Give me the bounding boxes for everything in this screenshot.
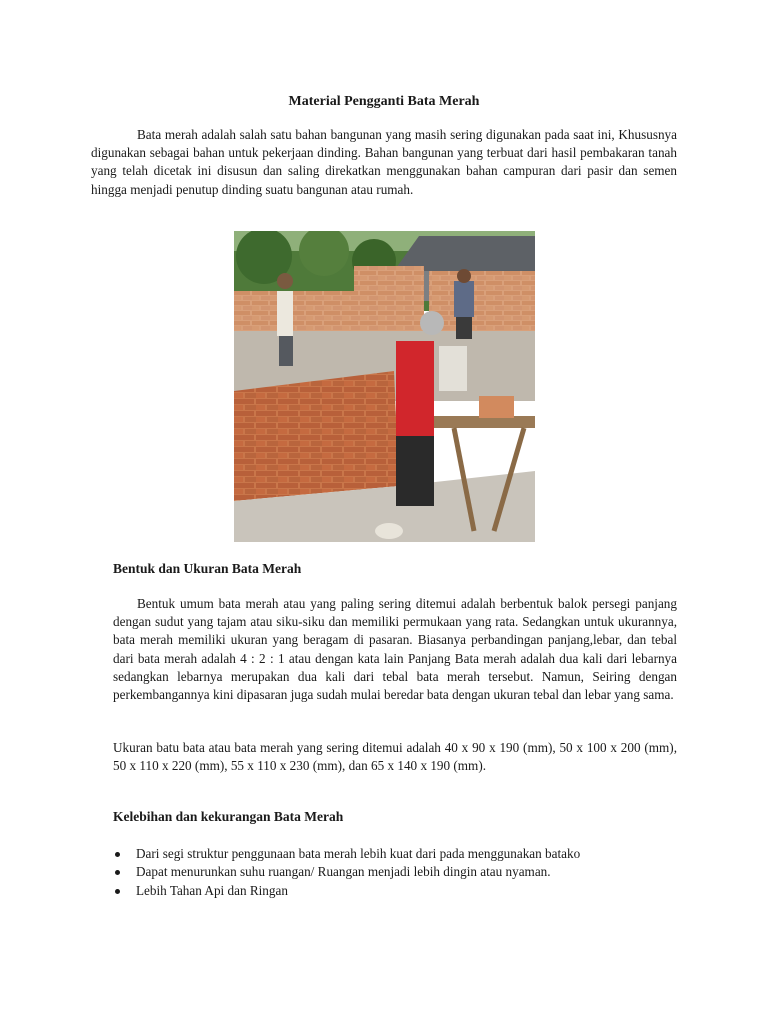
document-title: Material Pengganti Bata Merah: [288, 94, 480, 109]
section-heading-shape-size: Bentuk dan Ukuran Bata Merah: [113, 561, 302, 576]
construction-photo: [234, 231, 535, 542]
photo-bricklayers-icon: [234, 231, 535, 542]
pros-cons-list: [113, 845, 673, 900]
sizes-paragraph: Ukuran batu bata atau bata merah yang sering ditemui adalah 40 x 90 x 190 (mm), 50 x 100 x 200 (mm), 50 x 110 x 220 (mm), 55 x 110 x 230 (mm), dan 65 x 140 x 190 (mm).: [113, 740, 677, 774]
bullet-icon: [115, 889, 120, 894]
list-item: Dapat menurunkan suhu ruangan/ Ruangan menjadi lebih dingin atau nyaman.: [113, 863, 673, 881]
list-item: Dari segi struktur penggunaan bata merah lebih kuat dari pada menggunakan batako: [113, 845, 673, 863]
intro-paragraph: [91, 126, 677, 199]
section-heading-pros-cons: Kelebihan dan kekurangan Bata Merah: [113, 809, 344, 824]
intro-text: Bata merah adalah salah satu bahan bangunan yang masih sering digunakan pada saat ini, Khususnya digunakan sebagai bahan untuk pekerjaan dinding. Bahan bangunan yang terbuat dari hasil pembakaran tanah yang telah dicetak ini disusun dan saling direkatkan menggunakan bahan campuran dari pasir dan semen hingga menjadi penutup dinding suatu bangunan atau rumah.: [91, 127, 677, 197]
shape-size-text: Bentuk umum bata merah atau yang paling sering ditemui adalah berbentuk balok persegi panjang dengan sudut yang tajam atau siku-siku dan memiliki permukaan yang rata. Sedangkan untuk ukurannya, bata merah memiliki ukuran yang beragam di pasaran. Biasanya perbandingan panjang,lebar, dan tebal dari bata merah adalah 4 : 2 : 1 atau dengan kata lain Panjang Bata merah adalah dua kali dari lebarnya sedangkan lebarnya merupakan dua kali dari tebal bata merah tersebut. Namun, Seiring dengan perkembangannya kini dipasaran juga sudah mulai beredar bata dengan ukuran tebal dan lebar yang sama.: [113, 596, 677, 703]
bullet-icon: [115, 870, 120, 875]
shape-size-paragraph: [113, 595, 677, 704]
list-item: Lebih Tahan Api dan Ringan: [113, 882, 673, 900]
bullet-icon: [115, 852, 120, 857]
